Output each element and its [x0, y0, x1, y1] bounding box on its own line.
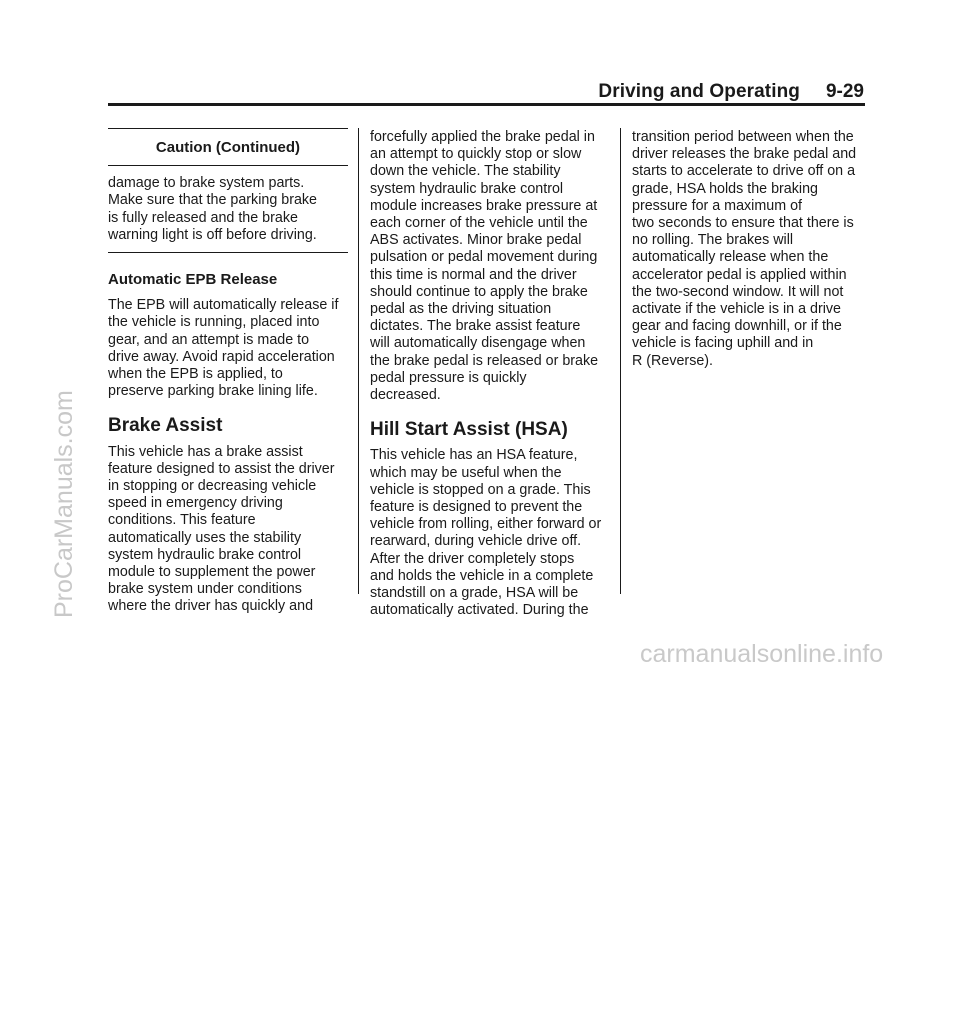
- caution-line: is fully released and the brake: [108, 209, 298, 226]
- header-title: Driving and Operating: [598, 81, 800, 102]
- caution-line: warning light is off before driving.: [108, 226, 317, 243]
- caution-line: Make sure that the parking brake: [108, 192, 318, 209]
- text-line: R (Reverse).: [632, 352, 714, 369]
- text-line: automatically uses the stability: [108, 529, 302, 546]
- text-line: and holds the vehicle in a complete: [370, 567, 594, 584]
- text-line: automatically activated. During the: [370, 602, 589, 619]
- text-line: gear, and an attempt is made to: [108, 331, 310, 348]
- text-line: drive away. Avoid rapid acceleration: [108, 348, 335, 365]
- text-line: standstill on a grade, HSA will be: [370, 585, 579, 602]
- text-line: the two-second window. It will not: [632, 283, 844, 300]
- text-line: decreased.: [370, 387, 441, 404]
- side-watermark-text: ProCarManuals.com: [50, 390, 78, 618]
- text-line: starts to accelerate to drive off on a: [632, 163, 856, 180]
- caution-body: [108, 166, 348, 252]
- text-line: This vehicle has a brake assist: [108, 443, 303, 460]
- hsa-paragraph: [370, 447, 610, 619]
- caution-line: damage to brake system parts.: [108, 175, 305, 192]
- auto-epb-paragraph: [108, 297, 348, 400]
- text-line: dictates. The brake assist feature: [370, 318, 581, 335]
- text-line: vehicle is facing uphill and in: [632, 335, 814, 352]
- text-line: The EPB will automatically release if: [108, 297, 339, 314]
- text-line: forcefully applied the brake pedal in: [370, 129, 595, 145]
- column-divider-1: [358, 128, 359, 594]
- text-line: two seconds to ensure that there is: [632, 215, 854, 232]
- text-line: pressure for a maximum of: [632, 197, 803, 214]
- text-line: will automatically disengage when: [370, 335, 586, 352]
- text-line: system hydraulic brake control: [370, 180, 564, 197]
- page-number: 9-29: [825, 81, 864, 102]
- text-line: pedal as the driving situation: [370, 301, 552, 318]
- text-line: speed in emergency driving: [108, 495, 283, 512]
- column-divider-2: [620, 128, 621, 594]
- text-line: rearward, during vehicle drive off.: [370, 533, 582, 550]
- text-line: feature is designed to prevent the: [370, 499, 583, 516]
- hsa-continued: [632, 129, 868, 370]
- text-line: automatically release when the: [632, 249, 829, 266]
- text-line: driver releases the brake pedal and: [632, 146, 857, 163]
- text-line: This vehicle has an HSA feature,: [370, 447, 578, 464]
- text-line: feature designed to assist the driver: [108, 460, 335, 477]
- text-line: activate if the vehicle is in a drive: [632, 301, 841, 318]
- caution-box: [108, 128, 348, 253]
- text-line: each corner of the vehicle until the: [370, 215, 588, 232]
- text-line: vehicle is stopped on a grade. This: [370, 481, 591, 498]
- text-line: down the vehicle. The stability: [370, 163, 561, 180]
- column-1: [108, 128, 348, 616]
- text-line: which may be useful when the: [370, 464, 562, 481]
- text-line: should continue to apply the brake: [370, 283, 588, 300]
- text-line: an attempt to quickly stop or slow: [370, 146, 582, 163]
- text-line: gear and facing downhill, or if the: [632, 318, 842, 335]
- text-line: grade, HSA holds the braking: [632, 180, 818, 197]
- brake-assist-continued: [370, 129, 610, 404]
- text-line: in stopping or decreasing vehicle: [108, 478, 317, 495]
- side-watermark: [50, 390, 90, 1018]
- header-rule: [108, 103, 865, 106]
- column-3: [632, 129, 868, 370]
- column-2: [370, 129, 610, 619]
- hsa-heading: Hill Start Assist (HSA): [370, 419, 568, 441]
- text-line: module increases brake pressure at: [370, 197, 598, 214]
- brake-assist-paragraph: [108, 444, 348, 616]
- text-line: After the driver completely stops: [370, 550, 575, 567]
- text-line: pedal pressure is quickly: [370, 369, 527, 386]
- text-line: the vehicle is running, placed into: [108, 314, 320, 331]
- text-line: this time is normal and the driver: [370, 266, 577, 283]
- caution-title: Caution (Continued): [108, 129, 348, 166]
- text-line: pulsation or pedal movement during: [370, 249, 598, 266]
- text-line: no rolling. The brakes will: [632, 232, 794, 249]
- text-line: module to supplement the power: [108, 564, 316, 581]
- text-line: brake system under conditions: [108, 581, 302, 598]
- footer-watermark: carmanualsonline.info: [640, 640, 884, 668]
- text-line: vehicle from rolling, either forward or: [370, 516, 602, 533]
- text-line: system hydraulic brake control: [108, 546, 302, 563]
- text-line: ABS activates. Minor brake pedal: [370, 232, 582, 249]
- text-line: the brake pedal is released or brake: [370, 352, 599, 369]
- text-line: when the EPB is applied, to: [108, 366, 283, 383]
- brake-assist-heading: Brake Assist: [108, 415, 223, 437]
- text-line: accelerator pedal is applied within: [632, 266, 847, 283]
- text-line: preserve parking brake lining life.: [108, 383, 318, 400]
- text-line: transition period between when the: [632, 129, 854, 145]
- text-line: where the driver has quickly and: [108, 598, 314, 615]
- auto-epb-heading: Automatic EPB Release: [108, 271, 278, 289]
- text-line: conditions. This feature: [108, 512, 256, 529]
